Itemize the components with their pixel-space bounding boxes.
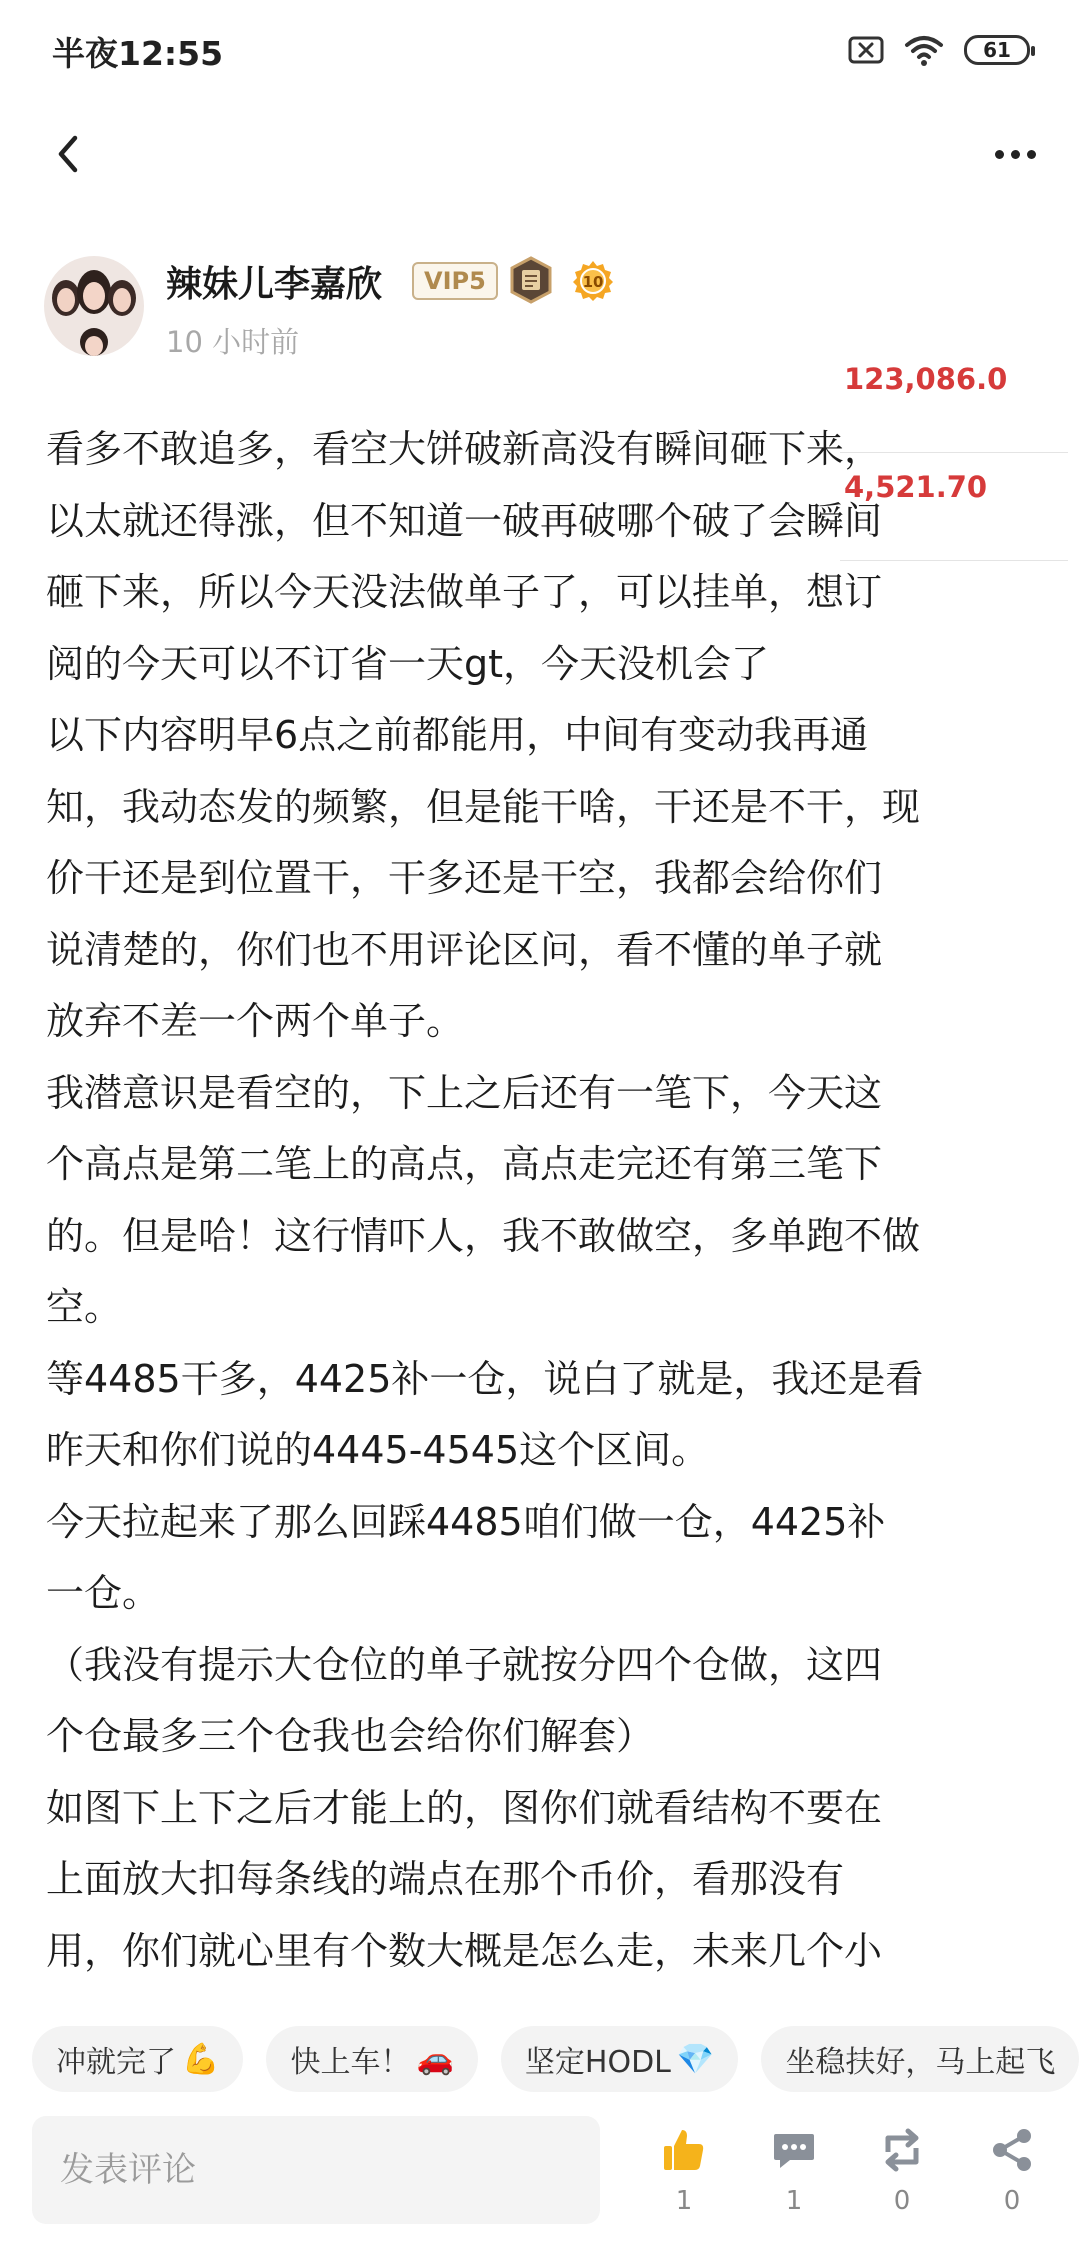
- quick-reply-bar: [32, 2026, 1080, 2092]
- repost-count: 0: [893, 2186, 911, 2216]
- post-line: 阅的今天可以不订省一天gt，今天没机会了: [46, 641, 770, 686]
- level-badge-text: 10: [582, 273, 604, 291]
- post-line: 砸下来，所以今天没法做单子了，可以挂单，想订: [46, 570, 883, 614]
- vip-badge: VIP5: [412, 262, 498, 300]
- comment-input[interactable]: [32, 2116, 600, 2224]
- post-line: 用，你们就心里有个数大概是怎么走，未来几个小: [46, 1928, 883, 1973]
- avatar-image: [44, 256, 144, 356]
- post-line: 知，我动态发的频繁，但是能干啥，干还是不干，现: [46, 784, 921, 829]
- gem-icon: 💎: [676, 2041, 715, 2077]
- status-bar: [0, 0, 1080, 100]
- share-button[interactable]: [972, 2126, 1052, 2236]
- more-dot: [1027, 150, 1036, 159]
- post-line: （我没有提示大仓位的单子就按分四个仓做，这四: [46, 1642, 883, 1687]
- post-time: 10 小时前: [166, 325, 300, 359]
- more-options-button[interactable]: [980, 126, 1050, 182]
- author-avatar[interactable]: [44, 256, 144, 356]
- post-line: 放弃不差一个两个单子。: [46, 999, 465, 1043]
- author-header: [0, 250, 1080, 360]
- repost-icon: [878, 2126, 926, 2174]
- chevron-left-icon: [53, 134, 83, 174]
- status-icons: [848, 30, 1030, 70]
- status-time: 半夜12:55: [52, 34, 224, 73]
- post-line: 以太就还得涨，但不知道一破再破哪个破了会瞬间: [46, 498, 883, 543]
- quick-reply-text: 快上车！: [290, 2045, 411, 2080]
- post-content: [46, 414, 1046, 1974]
- post-line: 如图下上下之后才能上的，图你们就看结构不要在: [46, 1785, 883, 1830]
- price-ticker-btc: 123,086.0: [844, 362, 1008, 396]
- quick-reply-text: 冲就完了: [56, 2045, 176, 2080]
- post-line: 昨天和你们说的4445-4545这个区间。: [46, 1428, 710, 1472]
- bottom-action-bar: [0, 2116, 1080, 2248]
- author-name[interactable]: 辣妹儿李嘉欣: [166, 264, 383, 305]
- post-line: 价干还是到位置干，干多还是干空，我都会给你们: [46, 856, 883, 900]
- like-count: 1: [675, 2186, 693, 2216]
- wifi-icon: [904, 33, 944, 67]
- post-line: 以下内容明早6点之前都能用，中间有变动我再通: [46, 713, 869, 757]
- quick-reply-chip[interactable]: [266, 2026, 477, 2092]
- post-line: 等4485干多，4425补一仓，说白了就是，我还是看: [46, 1356, 924, 1401]
- level-badge-icon: [572, 260, 614, 302]
- back-button[interactable]: [40, 126, 96, 182]
- comment-icon: [770, 2126, 818, 2174]
- quick-reply-chip[interactable]: [761, 2026, 1079, 2092]
- flexed-biceps-icon: 💪: [182, 2041, 220, 2077]
- post-line: 个仓最多三个仓我也会给你们解套）: [46, 1714, 655, 1758]
- battery-indicator: 61: [964, 35, 1030, 65]
- price-ticker-eth: 4,521.70: [844, 470, 988, 504]
- more-dot: [995, 150, 1004, 159]
- share-count: 0: [1003, 2186, 1021, 2216]
- medal-badge-icon: [508, 256, 554, 304]
- post-line: 个高点是第二笔上的高点，高点走完还有第三笔下: [46, 1142, 883, 1186]
- nav-bar: [0, 100, 1080, 210]
- thumbs-up-icon: [660, 2126, 708, 2174]
- like-button[interactable]: [644, 2126, 724, 2236]
- car-icon: 🚗: [416, 2041, 454, 2077]
- comment-button[interactable]: [754, 2126, 834, 2236]
- post-line: 上面放大扣每条线的端点在那个币价，看那没有: [46, 1857, 845, 1901]
- post-line: 我潜意识是看空的，下上之后还有一笔下，今天这: [46, 1070, 883, 1115]
- post-line: 看多不敢追多，看空大饼破新高没有瞬间砸下来，: [46, 427, 883, 471]
- quick-reply-text: 坐稳扶好，马上起飞: [785, 2045, 1056, 2080]
- quick-reply-text: 坚定HODL: [524, 2045, 671, 2080]
- post-line: 说清楚的，你们也不用评论区问，看不懂的单子就: [46, 927, 883, 972]
- post-line: 今天拉起来了那么回踩4485咱们做一仓，4425补: [46, 1499, 886, 1544]
- no-sim-icon: [848, 36, 884, 64]
- quick-reply-chip[interactable]: [501, 2026, 738, 2092]
- post-line: 空。: [46, 1285, 123, 1329]
- comment-count: 1: [785, 2186, 803, 2216]
- more-dot: [1011, 150, 1020, 159]
- quick-reply-chip[interactable]: [32, 2026, 243, 2092]
- share-icon: [988, 2126, 1036, 2174]
- post-line: 的。但是哈！这行情吓人，我不敢做空，多单跑不做: [46, 1213, 921, 1258]
- repost-button[interactable]: [862, 2126, 942, 2236]
- post-line: 一仓。: [46, 1571, 161, 1615]
